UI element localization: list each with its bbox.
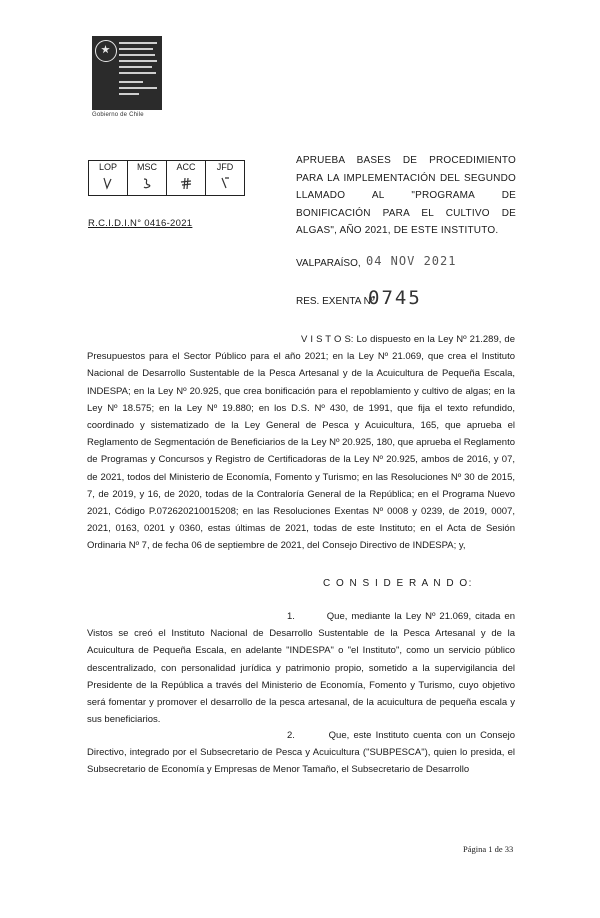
signature-mark	[206, 173, 245, 196]
signature-mark	[128, 173, 167, 196]
item-number: 2.	[287, 730, 295, 741]
vistos-heading: V I S T O S:	[301, 334, 354, 345]
item-number: 1.	[287, 611, 295, 622]
institution-logo	[92, 36, 162, 110]
resolution-title: APRUEBA BASES DE PROCEDIMIENTO PARA LA IMPLEMENTACIÓN DEL SEGUNDO LLAMADO AL "PROGRAMA DE BONIFICACIÓN PARA EL CULTIVO DE ALGAS", AÑO 2021, DE ESTE INSTITUTO.	[296, 155, 516, 236]
signature-mark	[89, 173, 128, 196]
resolution-label: RES. EXENTA Nº	[296, 296, 375, 307]
resolution-number-stamp: 0745	[368, 287, 422, 309]
handwritten-mark-icon	[101, 176, 115, 190]
item-text: Que, mediante la Ley Nº 21.069, citada en Vistos se creó el Instituto Nacional de Desarrollo Sustentable de la Pesca Artesanal y de la Acuicultura de Pequeña Escala, en adelante "INDESPA" o "el Instituto", como un servicio público descentralizado, con personalidad jurídica y patrimonio propio, sometido a la supervigilancia del Presidente de la República a través del Ministerio de Economía, Fomento y Turismo, cuyo objetivo será fomentar y promover el desarrollo de la pesca artesanal, de la acuicultura de pequeña escala y sus beneficiarios.	[87, 611, 515, 726]
initials-cell: JFD	[206, 161, 245, 174]
logo-caption: Gobierno de Chile	[92, 112, 144, 118]
initials-cell: LOP	[89, 161, 128, 174]
star-seal-icon	[95, 40, 117, 62]
date-stamp: 04 NOV 2021	[366, 254, 457, 268]
initials-cell: MSC	[128, 161, 167, 174]
vistos-paragraph	[87, 331, 515, 555]
initials-table	[88, 160, 245, 196]
considerando-item-2	[87, 727, 515, 779]
initials-cell: ACC	[167, 161, 206, 174]
item-text: Que, este Instituto cuenta con un Consejo Directivo, integrado por el Subsecretario de Pesca y Acuicultura ("SUBPESCA"), quien lo presida, el Subsecretario de Economía y Empresas de Menor Tamaño, el Subsecretario de Desarrollo	[87, 730, 515, 776]
vistos-text: Lo dispuesto en la Ley Nº 21.289, de Presupuestos para el Sector Público para el año 2021; en la Ley Nº 21.069, que crea el Instituto Nacional de Desarrollo Sustentable de la Pesca Artesanal y de la Acuicultura de Pequeña Escala, INDESPA; en la Ley Nº 20.925, que crea bonificación para el repoblamiento y cultivo de algas; en la Ley Nº 18.575; en la Ley Nº 19.880; en los D.S. Nº 430, de 1991, que fija el texto refundido, coordinado y sistematizado de la Ley General de Pesca y Acuicultura, 165, que aprueba el Reglamento de Segmentación de Beneficiarios de la Ley Nº 20.925, 180, que aprueba el Reglamento de Programas y Concursos y Registro de Certificadoras de la Ley Nº 20.925, ambos de 2016, y 07, de 2021, todos del Ministerio de Economía, Fomento y Turismo; en las Resoluciones Nº 30 de 2015, 7, de 2019, y 16, de 2020, todas de la Contraloría General de la República; en el Programa Nuevo 2021, Código P.072620210015208; en las Resoluciones Exentas Nº 0008 y 0239, de 2019, 0007, 2021, 0163, 0201 y 0360, estas últimas de 2021, todas de este Instituto; en el Acta de Sesión Ordinaria Nº 7, de fecha 06 de septiembre de 2021, del Consejo Directivo de INDESPA; y,	[87, 334, 515, 552]
handwritten-mark-icon	[140, 176, 154, 190]
considerando-heading: C O N S I D E R A N D O:	[323, 578, 473, 589]
internal-reference: R.C.I.D.I.N° 0416-2021	[88, 218, 193, 229]
page-number: Página 1 de 33	[463, 844, 514, 854]
place-label: VALPARAÍSO,	[296, 258, 361, 269]
handwritten-mark-icon	[179, 176, 193, 190]
signature-mark	[167, 173, 206, 196]
handwritten-mark-icon	[218, 176, 232, 190]
considerando-item-1	[87, 608, 515, 728]
